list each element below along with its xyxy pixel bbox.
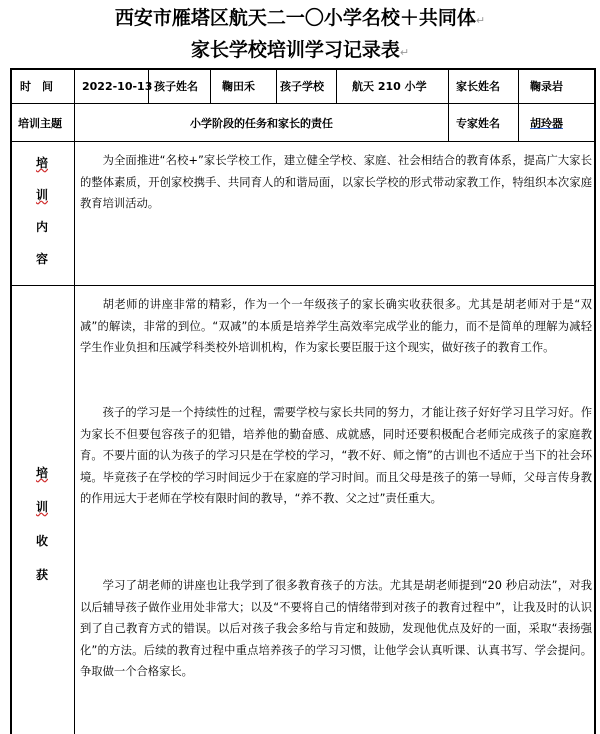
table-border-top bbox=[10, 68, 596, 70]
label-char: 获 bbox=[35, 568, 48, 582]
label-char: 培 bbox=[35, 156, 48, 170]
time-value: 2022-10-13 bbox=[82, 80, 153, 93]
child-school-label: 孩子学校 bbox=[280, 80, 324, 93]
document-title-line1: 西安市雁塔区航天二一〇小学名校＋共同体↵ bbox=[114, 7, 486, 29]
column-divider bbox=[448, 68, 449, 142]
topic-label: 培训主题 bbox=[18, 117, 62, 130]
time-label: 时 间 bbox=[20, 80, 53, 93]
training-gain-paragraph-1: 胡老师的讲座非常的精彩，作为一个一年级孩子的家长确实收获很多。尤其是胡老师对于是“双减”的解读，非常的到位。“双减”的本质是培养学生高效率完成学业的能力，而不是简单的理解为减轻学生作业负担和压减学科类校外培训机构，作为家长要臣服于这个现实，做好孩子的教育工作。 bbox=[80, 298, 592, 354]
label-char: 收 bbox=[35, 534, 48, 548]
label-char: 训 bbox=[35, 188, 48, 202]
document-title-line2: 家长学校培训学习记录表↵ bbox=[190, 39, 410, 61]
column-divider bbox=[74, 68, 75, 734]
table-border-right bbox=[594, 68, 596, 734]
child-name-label: 孩子姓名 bbox=[154, 80, 198, 93]
training-gain-paragraph-3: 学习了胡老师的讲座也让我学到了很多教育孩子的方法。尤其是胡老师提到“20 秒启动法”，对我以后辅导孩子做作业用处非常大；以及“不要将自己的情绪带到对孩子的教育过程中”，让我及时的认识到了自己教育方式的错误。以后对孩子我会多给与肯定和鼓励，发现他优点及好的一面，采取“表扬强化”的方法。后续的教育过程中重点培养孩子的学习习惯，让他学会认真听课、认真书写、学会提问。争取做一个合格家长。 bbox=[80, 579, 592, 678]
column-divider bbox=[518, 68, 519, 142]
parent-name-label: 家长姓名 bbox=[456, 80, 500, 93]
topic-value: 小学阶段的任务和家长的责任 bbox=[190, 117, 333, 130]
paragraph-mark: ↵ bbox=[399, 46, 410, 59]
child-school-value: 航天 210 小学 bbox=[352, 80, 427, 93]
label-char: 容 bbox=[35, 252, 48, 266]
parent-name-value: 鞠录岩 bbox=[530, 80, 563, 93]
paragraph-mark: ↵ bbox=[475, 14, 486, 27]
training-gain-paragraph-2: 孩子的学习是一个持续性的过程，需要学校与家长共同的努力，才能让孩子好好学习且学习好。作为家长不但要包容孩子的犯错，培养他的勤奋感、成就感，同时还要积极配合老师完成孩子的家庭教育。不要片面的认为孩子的学习只是在学校的学习，“教不好、师之惰”的古训也不适应于当下的社会环境。毕竟孩子在学校的学习时间远少于在家庭的学习时间。而且父母是孩子的第一导师，父母言传身教的作用远大于老师在学校有限时间的教导，“养不教、父之过”责任重大。 bbox=[80, 406, 592, 505]
record-table bbox=[10, 68, 596, 734]
label-char: 训 bbox=[35, 500, 48, 514]
column-divider bbox=[276, 68, 277, 104]
training-content-paragraph: 为全面推进“名校+”家长学校工作，建立健全学校、家庭、社会相结合的教育体系，提高广大家长的整体素质，开创家校携手、共同育人的和谐局面，以家长学校的形式带动家教工作，特组织本次家庭教育培训活动。 bbox=[80, 154, 592, 210]
row-divider bbox=[10, 285, 596, 286]
expert-value: 胡玲器 bbox=[530, 117, 563, 130]
row-divider bbox=[10, 141, 596, 142]
child-name-value: 鞠田禾 bbox=[222, 80, 255, 93]
expert-label: 专家姓名 bbox=[456, 117, 500, 130]
column-divider bbox=[336, 68, 337, 104]
label-char: 内 bbox=[35, 220, 48, 234]
label-char: 培 bbox=[35, 466, 48, 480]
row-divider bbox=[10, 103, 596, 104]
column-divider bbox=[210, 68, 211, 104]
